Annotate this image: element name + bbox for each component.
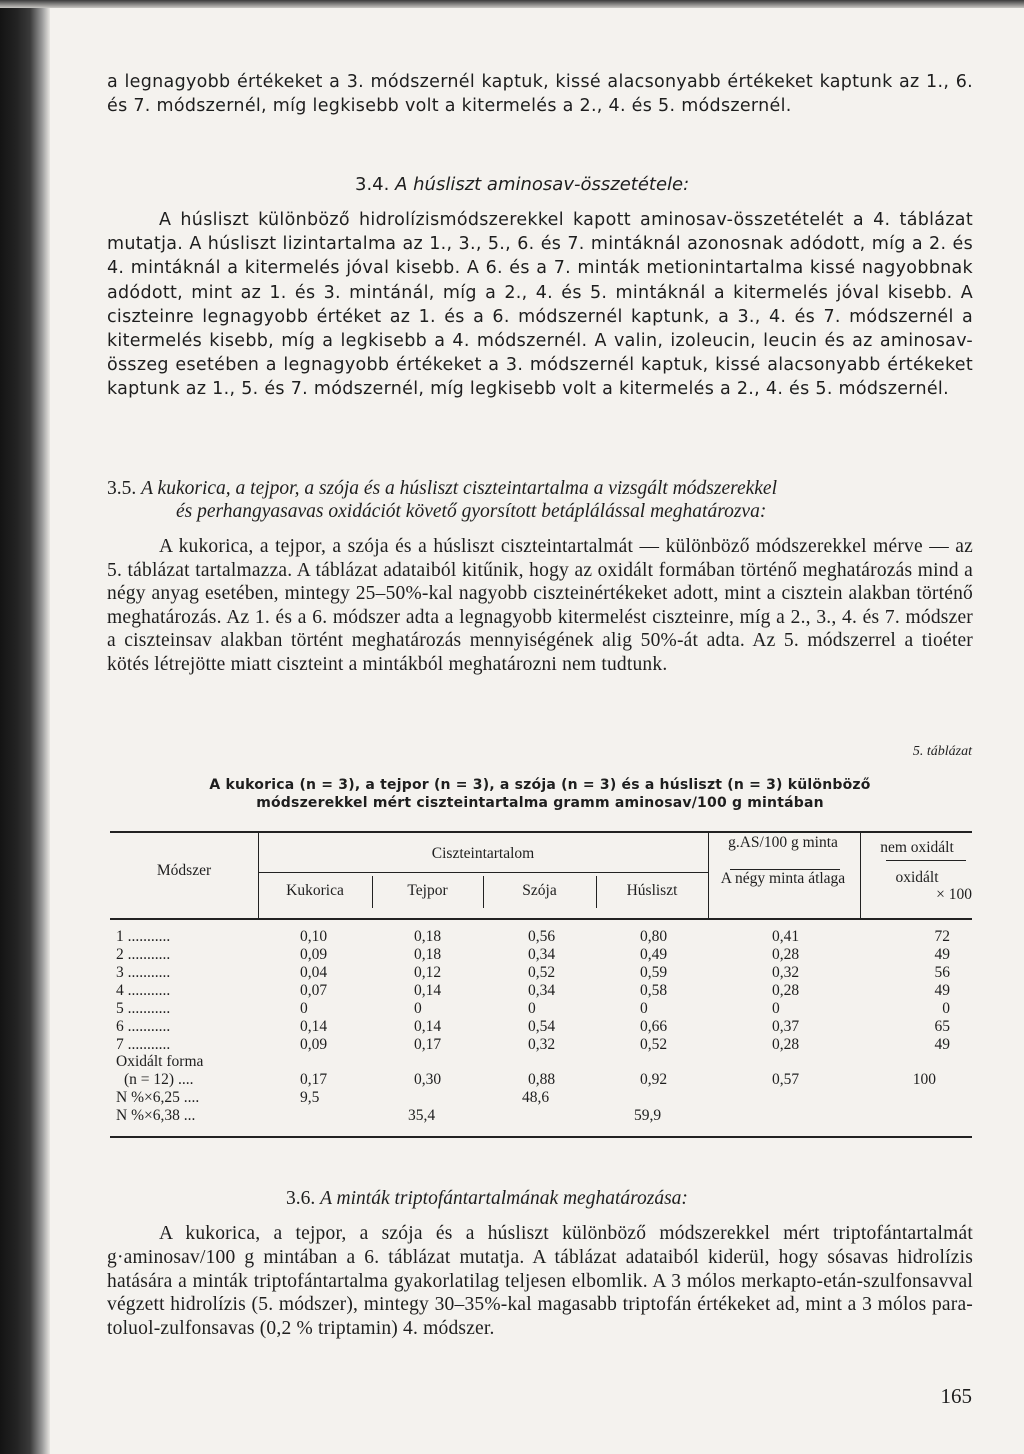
cell-avg: 0,28 (772, 946, 800, 963)
header-corn: Kukorica (286, 882, 344, 899)
header-ratio-mult: × 100 (936, 886, 972, 903)
cell-meat: 0,59 (640, 964, 668, 981)
section-3-5-body: A kukorica, a tejpor, a szója és a húsliszt ciszteintartalmát — különböző módszerekkel mérve — az 5. táblázat tartalmazza. A táblázat adataiból kitűnik, hogy az oxidált formában történő meghatározás mind a négy anyag esetében, mintegy 25–50%-kal nagyobb ciszteinértékeket adott, mint a cisztein alakban történő meghatározás. Az 1. és a 6. módszer adta a legnagyobb kitermelést ciszteinre, míg a 2., 3., 4. és 7. módszer a ciszteinsav alakban történt meghatározás mennyiségének alig 50%-át adta. Az 5. módszerrel a tioéter kötés létrejötte miatt ciszteint a mintákból meghatározni nem tudtunk. (107, 536, 973, 675)
cell-milk: 0,17 (414, 1036, 442, 1053)
table-5-caption-line1: A kukorica (n = 3), a tejpor (n = 3), a szója (n = 3) és a húsliszt (n = 3) különböző (209, 777, 871, 793)
cell-avg: 0,57 (772, 1071, 800, 1088)
row-label: 6 ........... (116, 1018, 171, 1035)
row-label-oxidized-2: (n = 12) .... (124, 1071, 194, 1088)
cell-milk: 0,14 (414, 1018, 442, 1035)
cell-milk: 0,18 (414, 928, 442, 945)
cell-ratio: 72 (934, 928, 950, 945)
cell-milk: 0,30 (414, 1071, 442, 1088)
cell-soy: 0,32 (528, 1036, 556, 1053)
header-ratio-top: nem oxidált (880, 839, 954, 856)
cell-milk: 35,4 (408, 1107, 436, 1124)
ratio-fraction-bar (886, 860, 966, 861)
table-top-rule (110, 831, 972, 833)
cell-avg: 0,41 (772, 928, 800, 945)
cell-meat: 0,58 (640, 982, 668, 999)
cell-avg: 0,28 (772, 982, 800, 999)
intro-paragraph: a legnagyobb értékeket a 3. módszernél kaptuk, kissé alacsonyabb értékeket kaptunk az 1., 6. és 7. módszernél, míg legkisebb volt a kitermelés a 2., 4. és 5. módszernél. (107, 72, 973, 117)
cell-ratio: 56 (934, 964, 950, 981)
cell-milk: 0 (414, 1000, 422, 1017)
header-soy: Szója (522, 882, 557, 899)
section-3-5-title-line1: A kukorica, a tejpor, a szója és a húsliszt ciszteintartalma a vizsgált módszerekkel (141, 478, 777, 499)
row-label-n625: N %×6,25 .... (116, 1089, 200, 1106)
row-label: 5 ........... (116, 1000, 171, 1017)
cell-ratio: 49 (934, 982, 950, 999)
section-3-6-title: A minták triptofántartalmának meghatározása: (320, 1188, 688, 1209)
cell-corn: 0,17 (300, 1071, 328, 1088)
row-label: 7 ........... (116, 1036, 171, 1053)
cell-ratio: 49 (934, 946, 950, 963)
cell-corn: 0,07 (300, 982, 328, 999)
col-divider (860, 833, 861, 918)
cell-soy: 0,88 (528, 1071, 556, 1088)
cell-milk: 0,12 (414, 964, 442, 981)
header-milk-powder: Tejpor (407, 882, 448, 899)
cell-ratio: 49 (934, 1036, 950, 1053)
cell-soy: 0,56 (528, 928, 556, 945)
cell-milk: 0,14 (414, 982, 442, 999)
cell-meat: 0,66 (640, 1018, 668, 1035)
table-5-caption (107, 776, 973, 812)
table-bottom-rule (110, 1136, 972, 1138)
cell-ratio: 100 (912, 1071, 936, 1088)
cell-corn: 0,09 (300, 946, 328, 963)
cell-avg: 0,28 (772, 1036, 800, 1053)
section-3-6-body: A kukorica, a tejpor, a szója és a húsliszt különböző módszerekkel mért triptofántartalmát g·aminosav/100 g mintában a 6. táblázat mutatja. A táblázat adataiból kiderül, hogy sósavas hidrolízis hatására a minták triptofántartalma gyakorlatilag teljesen elbomlik. A 3 mólos merkapto-etán-szulfonsavval végzett hidrolízis (5. módszer), mintegy 30–35%-kal magasabb triptofán értékeket ad, mint a 3 mólos para-toluol-zulfonsavas (0,2 % triptamin) 4. módszer. (107, 1223, 973, 1340)
row-label-oxidized-1: Oxidált forma (116, 1053, 204, 1070)
cell-corn: 0,04 (300, 964, 328, 981)
cell-soy: 0 (528, 1000, 536, 1017)
cell-corn: 9,5 (300, 1089, 320, 1106)
table-5-label: 5. táblázat (912, 744, 972, 759)
cell-meat: 0,49 (640, 946, 668, 963)
header-ratio-bottom: oxidált (895, 869, 939, 886)
cell-meat: 0,52 (640, 1036, 668, 1053)
row-label: 3 ........... (116, 964, 171, 981)
cell-soy: 0,34 (528, 982, 556, 999)
col-divider (708, 833, 709, 918)
cell-corn: 0,10 (300, 928, 328, 945)
header-method: Módszer (156, 862, 212, 879)
cell-milk: 0,18 (414, 946, 442, 963)
cell-soy: 0,34 (528, 946, 556, 963)
section-3-4-heading (355, 174, 689, 195)
section-3-6-number: 3.6. (286, 1188, 316, 1209)
scan-binding-shadow (0, 0, 50, 1454)
cell-avg: 0 (772, 1000, 780, 1017)
row-label-n638: N %×6,38 ... (116, 1107, 196, 1124)
cysteine-group-rule (258, 872, 708, 873)
header-avg-top: g.AS/100 g minta (728, 834, 838, 851)
table-5-caption-line2: módszerekkel mért ciszteintartalma gramm aminosav/100 g mintában (256, 795, 824, 811)
row-label: 1 ........... (116, 928, 171, 945)
section-3-5-number: 3.5. (107, 478, 137, 499)
section-3-4-number: 3.4. (355, 174, 390, 195)
section-3-5-title-line2: és perhangyasavas oxidációt követő gyorsított betáplálással meghatározva: (176, 501, 767, 522)
cell-corn: 0,09 (300, 1036, 328, 1053)
section-3-5-heading (107, 477, 973, 523)
cell-avg: 0,37 (772, 1018, 800, 1035)
header-meat-meal: Húsliszt (626, 882, 678, 899)
cell-soy: 0,54 (528, 1018, 556, 1035)
cell-corn: 0,14 (300, 1018, 328, 1035)
cell-meat: 0 (640, 1000, 648, 1017)
scan-top-edge (0, 0, 1024, 8)
cell-ratio: 0 (942, 1000, 950, 1017)
row-label: 2 ........... (116, 946, 171, 963)
header-cysteine: Ciszteintartalom (431, 845, 535, 862)
row-label: 4 ........... (116, 982, 171, 999)
table-header-rule (110, 918, 972, 920)
header-avg-bottom: A négy minta átlaga (720, 870, 846, 887)
cell-meat: 0,92 (640, 1071, 668, 1088)
page-number: 165 (940, 1384, 972, 1408)
section-3-4-body: A húsliszt különböző hidrolízismódszerekkel kapott aminosav-összetételét a 4. táblázat mutatja. A húsliszt lizintartalma az 1., 3., 5., 6. és 7. mintáknál azonosnak adódott, míg a 2. és 4. mintáknál a kitermelés jóval kisebb. A 6. és a 7. minták metionintartalma kissé nagyobbnak adódott, mint az 1. és 3. mintánál, míg a 2., 4. és 5. mintáknál a kitermelés jóval kisebb. A ciszteinre legnagyobb értéket az 1. és a 6. módszernél kaptunk, a 3., 4. és 7. módszernél a kitermelés kisebb, míg a legkisebb a 4. módszernél. A valin, izoleucin, leucin és az aminosav-összeg esetében a legnagyobb értékeket a 3. módszernél kaptuk, kissé alacsonyabb értékeket kaptunk az 1., 5. és 7. módszernél, míg legkisebb volt a kitermelés a 2., 4. és 5. módszernél. (107, 210, 973, 400)
cell-meat: 0,80 (640, 928, 668, 945)
cell-soy: 48,6 (522, 1089, 550, 1106)
cell-ratio: 65 (934, 1018, 950, 1035)
cell-meat: 59,9 (634, 1107, 662, 1124)
section-3-4-title: A húsliszt aminosav-összetétele: (395, 174, 690, 195)
cell-avg: 0,32 (772, 964, 800, 981)
section-3-6-heading (286, 1187, 688, 1210)
cell-corn: 0 (300, 1000, 308, 1017)
cell-soy: 0,52 (528, 964, 556, 981)
